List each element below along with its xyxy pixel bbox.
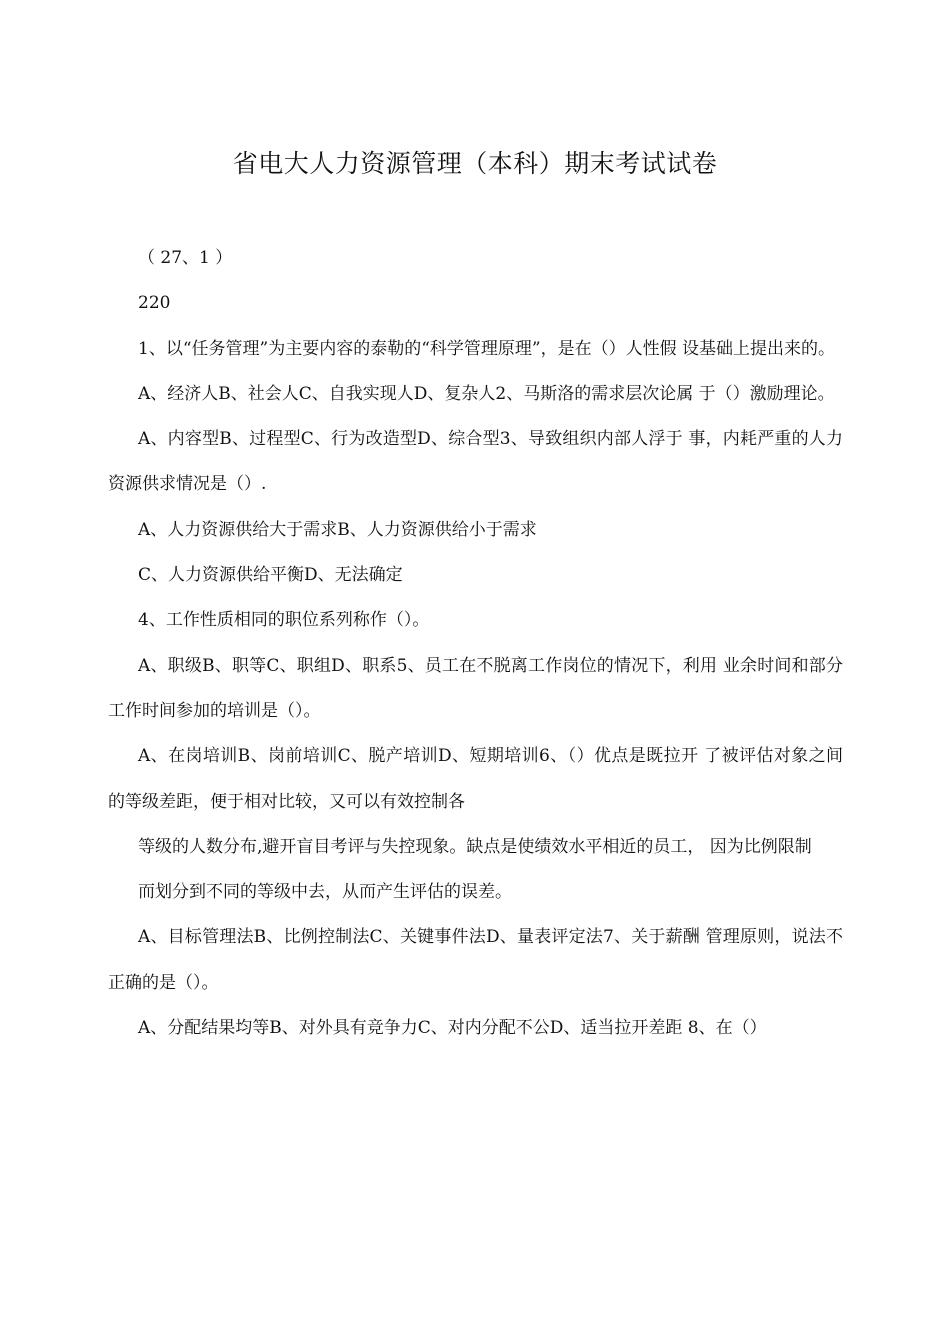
question-paragraph: A、经济人B、社会人C、自我实现人D、复杂人2、马斯洛的需求层次论属 于（）激励理论。 xyxy=(138,383,835,404)
exam-code: 220 xyxy=(138,293,171,314)
question-paragraph: A、在岗培训B、岗前培训C、脱产培训D、短期培训6、（）优点是既拉开 了被评估对象之间的等级差距，便于相对比较，又可以有效控制各 xyxy=(108,746,843,812)
question-paragraph: A、分配结果均等B、对外具有竞争力C、对内分配不公D、适当拉开差距 8、在（） xyxy=(138,1018,767,1039)
question-paragraph: 等级的人数分布,避开盲目考评与失控现象。缺点是使绩效水平相近的员工， 因为比例限制 xyxy=(138,836,812,857)
question-paragraph: 4、工作性质相同的职位系列称作（）。 xyxy=(138,610,430,631)
question-paragraph: 而划分到不同的等级中去，从而产生评估的误差。 xyxy=(138,882,512,903)
question-paragraph: C、人力资源供给平衡D、无法确定 xyxy=(138,565,403,586)
exam-date: （ 27、1 ） xyxy=(138,248,233,268)
question-paragraph: A、职级B、职等C、职组D、职系5、员工在不脱离工作岗位的情况下，利用 业余时间和部分工作时间参加的培训是（）。 xyxy=(108,655,843,721)
question-paragraph: A、内容型B、过程型C、行为改造型D、综合型3、导致组织内部人浮于 事，内耗严重的人力资源供求情况是（）. xyxy=(108,429,843,495)
question-paragraph: A、人力资源供给大于需求B、人力资源供给小于需求 xyxy=(138,519,537,540)
document-body xyxy=(108,236,843,1051)
question-paragraph: A、目标管理法B、比例控制法C、关键事件法D、量表评定法7、关于薪酬 管理原则，说法不正确的是（）。 xyxy=(108,927,843,993)
question-paragraph: 1、以“任务管理”为主要内容的泰勒的“科学管理原理”，是在（）人性假 设基础上提出来的。 xyxy=(138,338,835,359)
document-title: 省电大人力资源管理（本科）期末考试试卷 xyxy=(232,149,718,178)
